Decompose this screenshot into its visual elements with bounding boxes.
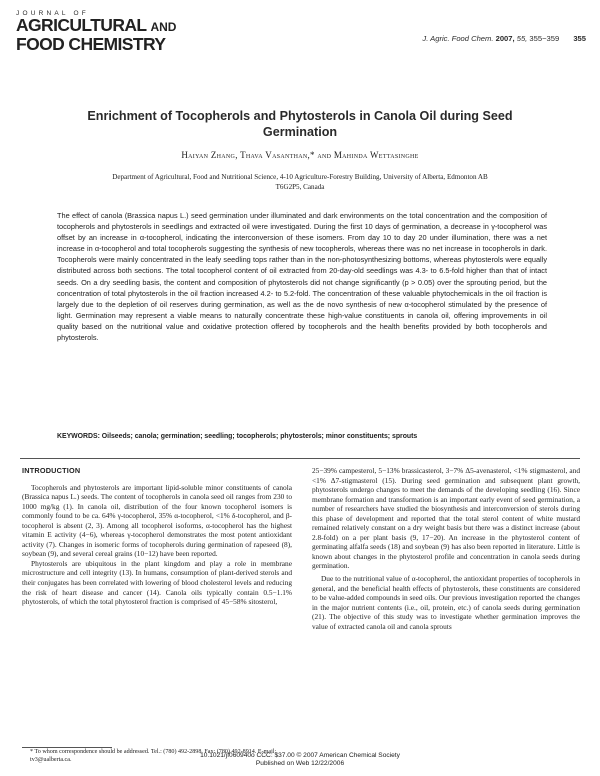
citation-pages: 355−359 [529,34,560,43]
body-column-left [22,466,292,607]
intro-paragraph-2: Phytosterols are ubiquitous in the plant kingdom and play a role in membrane microstructure and cell integrity (13). In humans, consumption of plant-derived sterols and their conjugates has been correlated with lowering of blood cholesterol levels and reducing the risk of heart disease and cancer (14). Canola oils typically contain 0.5−1.1% phytosterols, of which the total phytosterol fraction is comprised of 45−58% sitosterol, [22,558,292,607]
footnote-rule [22,747,112,748]
citation-year: 2007, [495,34,515,43]
intro-paragraph-1: Tocopherols and phytosterols are important lipid-soluble minor constituents of canola (Brassica napus L.) seeds. The content of tocopherols in canola seed oil ranges from 230 to 1000 mg/kg (1). In canola oil, distribution of the four known tocopherol isomers is commonly found to be ca. 64% γ-tocopherol, 35% α-tocopherol, <1% δ-tocopherol, and β-tocopherol is absent (2, 3). Among all tocopherol isoforms, α-tocopherol has the highest vitamin E activity (4−6), whereas γ-tocopherol demonstrates the most potent antioxidant activity (7). Changes in isomeric forms of tocopherols during germination of rapeseed (8), soybean (9), and several cereal grains (10−12) have been reported. [22,482,292,559]
journal-logo [16,10,246,53]
logo-word-and: AND [150,20,177,34]
doi-block [150,752,450,769]
introduction-heading: INTRODUCTION [22,466,81,475]
article-title: Enrichment of Tocopherols and Phytosterols in Canola Oil during Seed Germination [87,109,513,139]
abstract: The effect of canola (Brassica napus L.) seed germination under illuminated and dark environments on the total concentration and the composition of tocopherols and phytosterols in seedlings and extracted oil were investigated. During the first 10 days of germination, a decrease in γ-tocopherol was offset by an increase in α-tocopherol, indicating the interconversion of these isomers. From day 10 to day 20 under illumination, there was a net increase in α-tocopherol and total tocopherols suggesting the synthesis of new tocopherols, whereas there was no net increase in tocopherols in dark. Tocopherols were mainly concentrated in the leafy seedling tops rather than in the non-photosynthesizing bottoms, whereas phytosterols were equally distributed across both sections. The total tocopherol content of oil extracted from 20-day-old seedlings was 4.3- to 6.5-fold higher than that of intact seeds. On a dry seedling basis, the content and composition of phytosterols did not change significantly (p > 0.05) over the sprouting period, but the concentration of total phytosterols in the oil fraction increased 4.2- to 5.2-fold. The concentration of these valuable phytochemicals in the oil fraction is largely due to the depletion of oil reserves during germination, as well as the de novo synthesis of new α-tocopherol stimulated by the presence of light. Germination may represent a viable means to naturally concentrate these high-value constituents in canola oil, offering improvements in oil quality based on the nutritional value and oxidative protection offered by tocopherols and the health benefits provided by both tocopherols and phytosterols. [57,211,547,343]
intro-paragraph-3: 25−39% campesterol, 5−13% brassicasterol, 3−7% Δ5-avenasterol, <1% stigmasterol, and <1% Δ7-stigmasterol (15). During seed germination and subsequent plant growth, phytosterols undergo changes to meet the demands of the developing seedling (16). Since membrane formation and transformation is an important early event of seed germination, a number of researchers have studied the biosynthesis and interconversion of sterols during this phase of development and reported that the total sterol content of white mustard remained relatively constant on a dry weight basis but there was a distinct increase (about 2.8-fold) on a per plant basis (9, 17−20). An increase in the phytosterol content of germinating alfalfa seeds (18) and soybean (9) has also been reported in literature. Little is known about changes in the phytosterol profile and concentration in canola seeds during germination. [312,466,580,571]
citation-volume: 55, [516,34,528,43]
citation-journal: J. Agric. Food Chem. [422,34,494,43]
published-line: Published on Web 12/22/2006 [255,760,345,768]
keywords: KEYWORDS: Oilseeds; canola; germination; seedling; tocopherols; phytosterols; minor constituents; sprouts [57,433,418,440]
body-column-right [312,466,580,631]
article-affiliation: Department of Agricultural, Food and Nutritional Science, 4-10 Agriculture-Forestry Building, University of Alberta, Edmonton AB T6G2P5, Canada [112,173,488,191]
doi-line: 10.1021/jf060940o CCC: $37.00 © 2007 American Chemical Society [200,752,400,759]
logo-journal-label: JOURNAL OF [16,10,89,17]
citation-header [422,34,586,43]
correspondence-footnote: * To whom correspondence should be addressed. Tel.: (780) 492-2898. Fax: (780) 492-8914. E-mail: tv3@ualberta.ca. [30,749,277,763]
intro-paragraph-4: Due to the nutritional value of α-tocopherol, the antioxidant properties of tocopherols in general, and the beneficial health effects of phytosterols, these constituents are considered to be value-added compounds in seed oils. Our previous investigation reported the changes in the major nutrient contents (i.e., oil, protein, etc.) of canola seeds during germination (21). The objective of this study was to investigate whether germination improves the value of extracted canola oil and canola sprouts [312,574,580,631]
logo-word-agricultural: AGRICULTURAL [16,15,147,35]
page-number: 355 [573,34,586,43]
article-authors: Haiyan Zhang, Thava Vasanthan,* and Mahinda Wettasinghe [181,150,419,160]
logo-line-food-chemistry: FOOD CHEMISTRY [16,34,166,54]
section-divider [20,458,580,459]
